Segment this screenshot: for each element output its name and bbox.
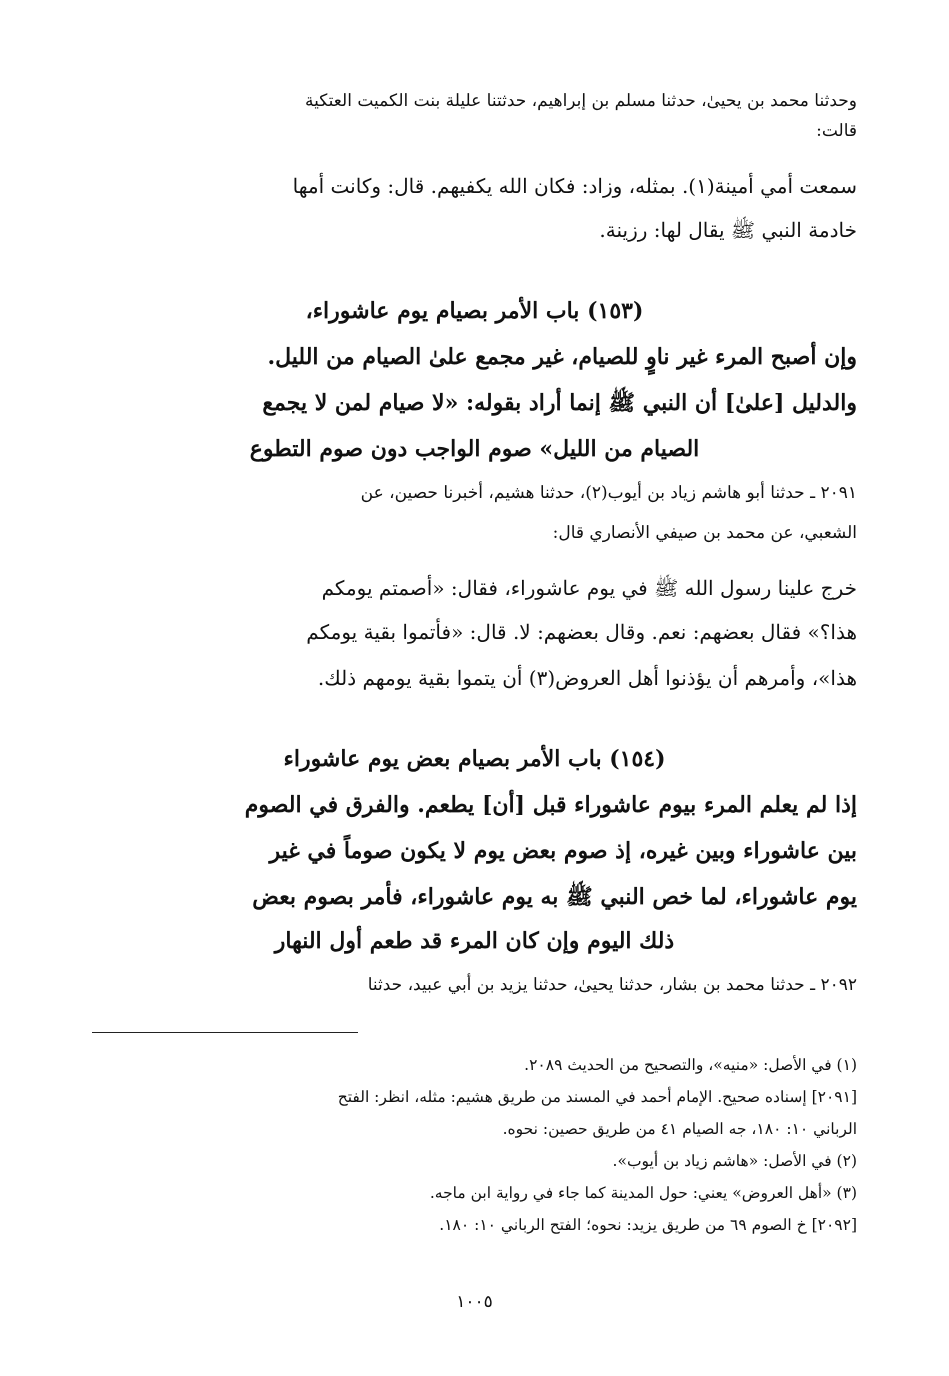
chapter-154-line-5: ذلك اليوم وإن كان المرء قد طعم أول النهار bbox=[274, 928, 675, 954]
hadith-text-line-1: سمعت أمي أمينة(١). بمثله، وزاد: فكان الله يكفيهم. قال: وكانت أمها bbox=[292, 174, 857, 198]
hadith-2091-isnad-line-2: الشعبي، عن محمد بن صيفي الأنصاري قال: bbox=[552, 523, 857, 543]
isnad-line-1: وحدثنا محمد بن يحيىٰ، حدثنا مسلم بن إبراهيم، حدثتنا عليلة بنت الكميت العتكية bbox=[305, 91, 857, 111]
footnote-1: (١) في الأصل: «منيه»، والتصحيح من الحديث ٢٠٨٩. bbox=[524, 1056, 857, 1074]
chapter-154-line-4: يوم عاشوراء، لما خص النبي ﷺ به يوم عاشوراء، فأمر بصوم بعض bbox=[252, 884, 857, 910]
chapter-154-line-3: بين عاشوراء وبين غيره، إذ صوم بعض يوم لا يكون صوماً في غير bbox=[269, 838, 857, 864]
hadith-2091-text-line-2: هذا؟» فقال بعضهم: نعم. وقال بعضهم: لا. قال: «فأتموا بقية يومكم bbox=[306, 620, 857, 644]
page-number: ١٠٠٥ bbox=[456, 1292, 493, 1312]
hadith-text-line-2: خادمة النبي ﷺ يقال لها: رزينة. bbox=[599, 218, 857, 242]
footnote-2091-line-1: [٢٠٩١] إسناده صحيح. الإمام أحمد في المسند من طريق هشيم: مثله، انظر: الفتح bbox=[337, 1088, 857, 1106]
chapter-154-title: (١٥٤) باب الأمر بصيام بعض يوم عاشوراء bbox=[283, 746, 666, 772]
footnote-2091-line-2: الرباني ١٠: ١٨٠، جه الصيام ٤١ من طريق حصين: نحوه. bbox=[502, 1120, 857, 1138]
hadith-2092-isnad-line-1: ٢٠٩٢ ـ حدثنا محمد بن بشار، حدثنا يحيىٰ، حدثنا يزيد بن أبي عبيد، حدثنا bbox=[367, 975, 857, 995]
hadith-2091-text-line-3: هذا»، وأمرهم أن يؤذنوا أهل العروض(٣) أن يتموا بقية يومهم ذلك. bbox=[317, 666, 857, 690]
chapter-153-line-3: والدليل [علىٰ] أن النبي ﷺ إنما أراد بقوله: «لا صيام لمن لا يجمع bbox=[262, 390, 857, 416]
hadith-2091-isnad-line-1: ٢٠٩١ ـ حدثنا أبو هاشم زياد بن أيوب(٢)، حدثنا هشيم، أخبرنا حصين، عن bbox=[360, 483, 857, 503]
footnote-3: (٣) «أهل العروض» يعني: حول المدينة كما جاء في رواية ابن ماجه. bbox=[429, 1184, 857, 1202]
footnote-separator bbox=[92, 1032, 358, 1033]
footnote-2: (٢) في الأصل: «هاشم زياد بن أيوب». bbox=[612, 1152, 857, 1170]
chapter-154-line-2: إذا لم يعلم المرء بيوم عاشوراء قبل [أن] يطعم. والفرق في الصوم bbox=[244, 792, 857, 818]
hadith-2091-text-line-1: خرج علينا رسول الله ﷺ في يوم عاشوراء، فقال: «أصمتم يومكم bbox=[321, 576, 857, 600]
chapter-153-line-4: الصيام من الليل» صوم الواجب دون صوم التطوع bbox=[249, 436, 700, 462]
footnote-2092: [٢٠٩٢] خ الصوم ٦٩ من طريق يزيد: نحوه؛ الفتح الرباني ١٠: ١٨٠. bbox=[439, 1216, 857, 1234]
isnad-line-2: قالت: bbox=[816, 121, 857, 141]
chapter-153-title: (١٥٣) باب الأمر بصيام يوم عاشوراء، bbox=[305, 298, 644, 324]
chapter-153-line-2: وإن أصبح المرء غير ناوٍ للصيام، غير مجمع علىٰ الصيام من الليل. bbox=[267, 344, 857, 370]
